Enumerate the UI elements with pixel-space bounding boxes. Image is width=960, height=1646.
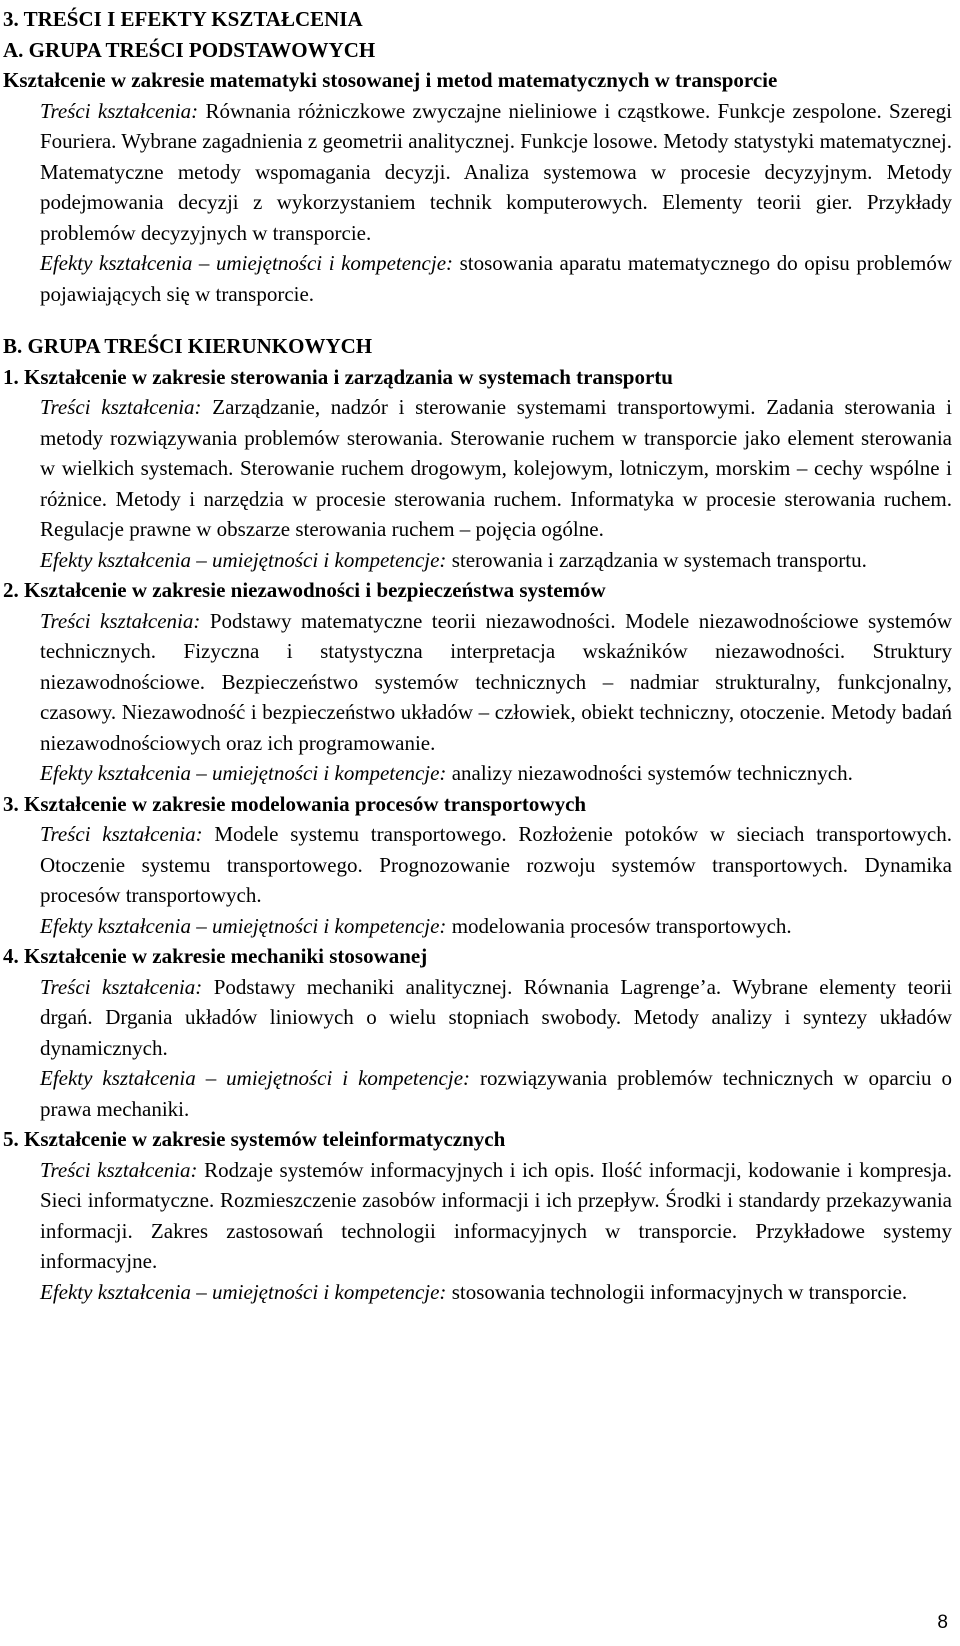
content-text: Modele systemu transportowego. Rozłożenie potoków w sieciach transportowych. Otoczenie systemu transportowego. Prognozowanie rozwoju systemów transportowych. Dynamika procesów transportowych. [40, 822, 952, 907]
effects-label: Efekty kształcenia – umiejętności i kompetencje: [40, 1066, 471, 1090]
group-a-subtitle: Kształcenie w zakresie matematyki stosowanej i metod matematycznych w transporcie [3, 68, 778, 92]
effects-label: Efekty kształcenia – umiejętności i kompetencje: [40, 913, 447, 938]
item-title: 1. Kształcenie w zakresie sterowania i zarządzania w systemach transportu [3, 364, 673, 389]
effects-text: stosowania technologii informacyjnych w transporcie. [451, 1279, 908, 1304]
group-b-item-1 [0, 362, 960, 576]
group-b-item-3 [0, 789, 960, 942]
effects-label: Efekty kształcenia – umiejętności i kompetencje: [40, 251, 454, 275]
effects-text: rozwiązywania problemów technicznych w oparciu o prawa mechaniki. [40, 1066, 952, 1121]
item-content [0, 606, 960, 759]
item-title: 2. Kształcenie w zakresie niezawodności i bezpieczeństwa systemów [3, 578, 606, 602]
group-b-item-5 [0, 1124, 960, 1307]
item-content [0, 392, 960, 545]
item-title: 3. Kształcenie w zakresie modelowania procesów transportowych [3, 791, 587, 816]
content-label: Treści kształcenia: [40, 608, 201, 633]
group-b-item-4 [0, 941, 960, 1124]
item-title: 4. Kształcenie w zakresie mechaniki stosowanej [3, 944, 428, 968]
group-a-title: A. GRUPA TREŚCI PODSTAWOWYCH [3, 37, 376, 62]
effects-text: stosowania aparatu matematycznego do opisu problemów pojawiających się w transporcie. [40, 251, 952, 306]
content-text: Podstawy matematyczne teorii niezawodności. Modele niezawodnościowe systemów technicznych. Fizyczna i statystyczna interpretacja wskaźników niezawodności. Struktury niezawodnościowe. Bezpieczeństwo systemów technicznych – nadmiar strukturalny, funkcjonalny, czasowy. Niezawodność i bezpieczeństwo układów – człowiek, obiekt techniczny, otoczenie. Metody badań niezawodnościowych oraz ich programowanie. [40, 608, 953, 755]
effects-label: Efekty kształcenia – umiejętności i kompetencje: [40, 547, 447, 572]
content-label: Treści kształcenia: [40, 822, 203, 846]
effects-text: sterowania i zarządzania w systemach transportu. [451, 547, 867, 572]
item-effects [0, 545, 960, 576]
item-content [0, 1155, 960, 1277]
effects-label: Efekty kształcenia – umiejętności i kompetencje: [40, 1279, 447, 1304]
effects-text: analizy niezawodności systemów technicznych. [451, 761, 853, 785]
item-title: 5. Kształcenie w zakresie systemów teleinformatycznych [3, 1127, 506, 1151]
content-text: Rodzaje systemów informacyjnych i ich opis. Ilość informacji, kodowanie i kompresja. Sieci informatyczne. Rozmieszczenie zasobów informacji i ich przepływ. Środki i standardy przekazywania informacji. Zakres zastosowań technologii informacyjnych w transporcie. Przykładowe systemy informacyjne. [40, 1157, 952, 1273]
item-effects [0, 758, 960, 789]
item-effects [0, 1277, 960, 1308]
item-effects [0, 911, 960, 942]
group-b-title: B. GRUPA TREŚCI KIERUNKOWYCH [3, 334, 373, 358]
content-label: Treści kształcenia: [40, 974, 203, 999]
effects-label: Efekty kształcenia – umiejętności i kompetencje: [40, 761, 447, 785]
group-a-effects [0, 248, 960, 309]
group-a [0, 35, 960, 310]
page-number: 8 [937, 1612, 948, 1633]
content-text: Równania różniczkowe zwyczajne nieliniowe i cząstkowe. Funkcje zespolone. Szeregi Fouriera. Wybrane zagadnienia z geometrii analitycznej. Funkcje losowe. Metody statystyki matematycznej. Matematyczne metody wspomagania decyzji. Analiza systemowa w procesie decyzyjnym. Metody podejmowania decyzji z wykorzystaniem technik komputerowych. Elementy teorii gier. Przykłady problemów decyzyjnych w transporcie. [40, 98, 953, 245]
item-content [0, 972, 960, 1064]
item-content [0, 819, 960, 911]
section-title: 3. TREŚCI I EFEKTY KSZTAŁCENIA [3, 7, 363, 31]
effects-text: modelowania procesów transportowych. [451, 913, 792, 938]
item-effects [0, 1063, 960, 1124]
content-text: Podstawy mechaniki analitycznej. Równania Lagrenge’a. Wybrane elementy teorii drgań. Drgania układów liniowych o wielu stopniach swobody. Metody analizy i syntezy układów dynamicznych. [40, 974, 952, 1060]
content-label: Treści kształcenia: [40, 1157, 198, 1182]
content-label: Treści kształcenia: [40, 395, 202, 419]
group-b [0, 331, 960, 1307]
group-b-item-2 [0, 575, 960, 789]
content-text: Zarządzanie, nadzór i sterowanie systemami transportowymi. Zadania sterowania i metody rozwiązywania problemów sterowania. Sterowanie ruchem w transporcie jako element sterowania w wielkich systemach. Sterowanie ruchem drogowym, kolejowym, lotniczym, morskim – cechy wspólne i różnice. Metody i narzędzia w procesie sterowania ruchem. Informatyka w procesie sterowania ruchem. Regulacje prawne w obszarze sterowania ruchem – pojęcia ogólne. [40, 395, 952, 541]
group-a-content [0, 96, 960, 249]
content-label: Treści kształcenia: [40, 98, 199, 123]
